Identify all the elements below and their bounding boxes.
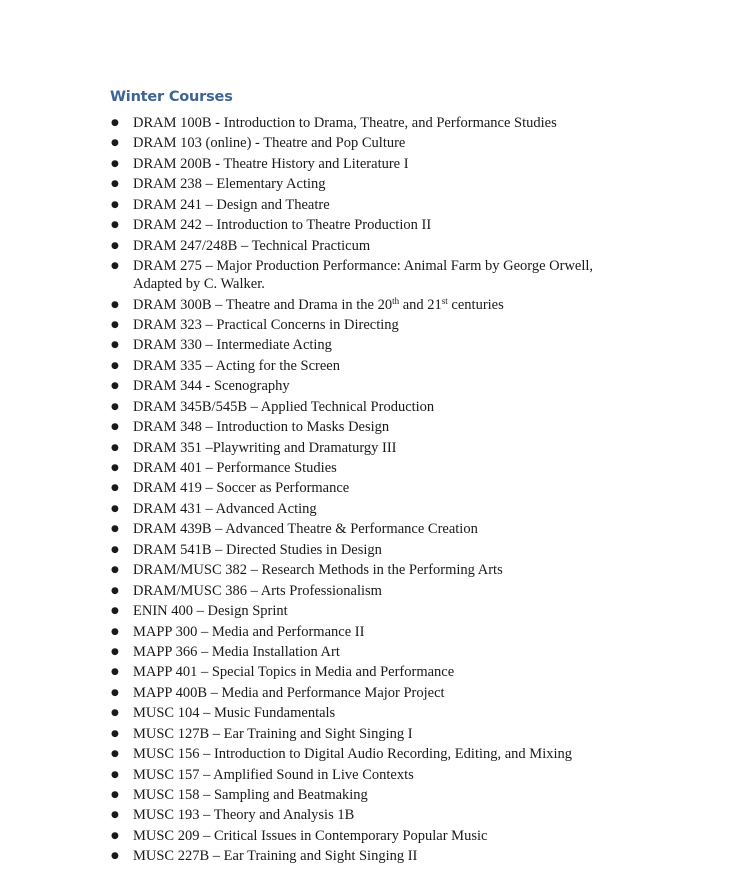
- course-text-segment: ENIN 400 – Design Sprint: [133, 603, 288, 620]
- course-text-segment: DRAM 238 – Elementary Acting: [133, 176, 326, 193]
- course-text-segment: DRAM 439B – Advanced Theatre & Performance Creation: [133, 521, 478, 538]
- course-text: [133, 541, 603, 559]
- course-text: [133, 663, 603, 681]
- course-list-item: [0, 357, 603, 375]
- course-text: [133, 766, 603, 784]
- bullet-icon: ●: [111, 851, 119, 862]
- bullet-icon: ●: [111, 687, 119, 698]
- course-text: [133, 398, 603, 416]
- bullet-icon: ●: [111, 503, 119, 514]
- course-text: [133, 602, 603, 620]
- course-text: [133, 827, 603, 845]
- bullet-icon: ●: [111, 422, 119, 433]
- course-text: [133, 134, 603, 152]
- bullet-icon: ●: [111, 360, 119, 371]
- course-list-item: [0, 806, 603, 824]
- course-text: [133, 806, 603, 824]
- course-text-segment: DRAM 241 – Design and Theatre: [133, 196, 330, 213]
- course-list-item: [0, 745, 603, 763]
- bullet-icon: ●: [111, 646, 119, 657]
- course-text-segment: MUSC 209 – Critical Issues in Contemporary Popular Music: [133, 827, 488, 844]
- course-list-item: [0, 704, 603, 722]
- course-text: [133, 623, 603, 641]
- course-list-item: [0, 520, 603, 538]
- course-text: [133, 500, 603, 518]
- course-text-segment: DRAM 335 – Acting for the Screen: [133, 357, 340, 374]
- course-list-item: [0, 316, 603, 334]
- course-list-item: [0, 725, 603, 743]
- course-text-segment: MAPP 401 – Special Topics in Media and Performance: [133, 664, 455, 681]
- course-text-segment: centuries: [447, 296, 504, 313]
- bullet-icon: ●: [111, 179, 119, 190]
- course-text-segment: DRAM 200B - Theatre History and Literature I: [133, 155, 409, 172]
- bullet-icon: ●: [111, 810, 119, 821]
- bullet-icon: ●: [111, 463, 119, 473]
- course-text: [133, 786, 603, 804]
- course-text-segment: DRAM 344 - Scenography: [133, 378, 290, 395]
- course-text: [133, 316, 603, 334]
- bullet-icon: ●: [111, 340, 119, 351]
- course-list-item: [0, 216, 603, 234]
- course-text: [133, 643, 603, 661]
- course-text: [133, 704, 603, 722]
- superscript: th: [392, 295, 400, 306]
- course-list-item: [0, 766, 603, 784]
- bullet-icon: ●: [111, 261, 119, 272]
- bullet-icon: ●: [111, 565, 119, 576]
- bullet-icon: ●: [111, 118, 119, 128]
- bullet-icon: ●: [111, 240, 119, 251]
- bullet-icon: ●: [111, 606, 119, 617]
- bullet-icon: ●: [111, 138, 119, 149]
- course-text: [133, 725, 603, 743]
- course-text: [133, 216, 603, 234]
- course-list-item: [0, 459, 603, 477]
- course-text-segment: DRAM 242 – Introduction to Theatre Production II: [133, 217, 432, 234]
- course-list-item: [0, 847, 603, 865]
- course-text-segment: MUSC 156 – Introduction to Digital Audio Recording, Editing, and Mixing: [133, 746, 573, 763]
- course-text-segment: DRAM 100B - Introduction to Drama, Theatre, and Performance Studies: [133, 115, 557, 131]
- course-text-segment: and 21: [399, 296, 442, 313]
- course-list-item: [0, 684, 603, 702]
- course-text-segment: MUSC 193 – Theory and Analysis 1B: [133, 807, 355, 824]
- course-text: [133, 237, 603, 255]
- course-list-item: [0, 827, 603, 845]
- course-list-item: [0, 623, 603, 641]
- course-text-segment: DRAM 431 – Advanced Acting: [133, 500, 317, 517]
- course-list: [0, 114, 750, 868]
- course-text: [133, 479, 603, 497]
- course-text: [133, 582, 603, 600]
- course-list-item: [0, 439, 603, 457]
- course-text-segment: MAPP 366 – Media Installation Art: [133, 643, 340, 660]
- course-text: [133, 257, 603, 293]
- course-text-segment: DRAM 348 – Introduction to Masks Design: [133, 419, 390, 436]
- bullet-icon: ●: [111, 667, 119, 678]
- course-text-segment: MUSC 127B – Ear Training and Sight Singing I: [133, 725, 413, 742]
- course-list-item: [0, 561, 603, 579]
- bullet-icon: ●: [111, 442, 119, 453]
- course-text-segment: DRAM 103 (online) - Theatre and Pop Culture: [133, 135, 406, 152]
- course-list-item: [0, 134, 603, 152]
- bullet-icon: ●: [111, 585, 119, 596]
- bullet-icon: ●: [111, 749, 119, 760]
- course-list-item: [0, 175, 603, 193]
- course-text: [133, 155, 603, 173]
- course-list-item: [0, 786, 603, 804]
- course-text-segment: DRAM/MUSC 386 – Arts Professionalism: [133, 582, 382, 599]
- course-text-segment: DRAM/MUSC 382 – Research Methods in the Performing Arts: [133, 562, 503, 579]
- course-text-segment: DRAM 345B/545B – Applied Technical Production: [133, 398, 435, 415]
- bullet-icon: ●: [111, 769, 119, 780]
- course-text: [133, 684, 603, 702]
- course-list-item: [0, 377, 603, 395]
- course-text-segment: DRAM 351 –Playwriting and Dramaturgy III: [133, 439, 397, 456]
- course-text-segment: MUSC 104 – Music Fundamentals: [133, 705, 336, 722]
- bullet-icon: ●: [111, 626, 119, 637]
- bullet-icon: ●: [111, 544, 119, 555]
- course-text: [133, 377, 603, 395]
- course-text-segment: DRAM 247/248B – Technical Practicum: [133, 237, 371, 254]
- bullet-icon: ●: [111, 830, 119, 841]
- course-list-item: [0, 541, 603, 559]
- course-list-item: [0, 155, 603, 173]
- course-list-item: [0, 257, 603, 293]
- course-text: [133, 520, 603, 538]
- course-text-segment: MUSC 157 – Amplified Sound in Live Contexts: [133, 766, 414, 783]
- course-text: [133, 296, 603, 314]
- course-text-segment: DRAM 419 – Soccer as Performance: [133, 480, 350, 497]
- bullet-icon: ●: [111, 299, 119, 310]
- course-list-item: [0, 500, 603, 518]
- bullet-icon: ●: [111, 158, 119, 169]
- course-text-segment: DRAM 541B – Directed Studies in Design: [133, 541, 382, 558]
- bullet-icon: ●: [111, 319, 119, 330]
- course-list-item: [0, 418, 603, 436]
- course-text-segment: MUSC 158 – Sampling and Beatmaking: [133, 787, 368, 803]
- bullet-icon: ●: [111, 524, 119, 535]
- course-list-item: [0, 643, 603, 661]
- bullet-icon: ●: [111, 199, 119, 210]
- course-text-segment: DRAM 330 – Intermediate Acting: [133, 337, 332, 354]
- course-text-segment: DRAM 401 – Performance Studies: [133, 460, 337, 476]
- course-list-item: [0, 196, 603, 214]
- course-text-segment: DRAM 300B – Theatre and Drama in the 20: [133, 296, 393, 313]
- course-text: [133, 114, 603, 132]
- course-text: [133, 196, 603, 214]
- superscript: st: [441, 295, 448, 306]
- bullet-icon: ●: [111, 381, 119, 392]
- course-text-segment: MAPP 300 – Media and Performance II: [133, 623, 365, 640]
- course-text: [133, 847, 603, 865]
- course-list-item: [0, 237, 603, 255]
- course-text: [133, 418, 603, 436]
- course-text: [133, 439, 603, 457]
- course-list-item: [0, 582, 603, 600]
- bullet-icon: ●: [111, 401, 119, 412]
- course-text-segment: MUSC 227B – Ear Training and Sight Singing II: [133, 848, 418, 865]
- course-text-segment: DRAM 275 – Major Production Performance: Animal Farm by George Orwell, Adapted by C. Walker.: [133, 258, 594, 293]
- course-list-item: [0, 296, 603, 314]
- course-list-item: [0, 114, 603, 132]
- bullet-icon: ●: [111, 483, 119, 494]
- course-text: [133, 459, 603, 477]
- course-list-item: [0, 336, 603, 354]
- course-text: [133, 561, 603, 579]
- bullet-icon: ●: [111, 708, 119, 719]
- course-list-item: [0, 398, 603, 416]
- course-text: [133, 336, 603, 354]
- course-text: [133, 357, 603, 375]
- course-text-segment: MAPP 400B – Media and Performance Major Project: [133, 684, 445, 701]
- bullet-icon: ●: [111, 790, 119, 800]
- bullet-icon: ●: [111, 728, 119, 739]
- course-text: [133, 175, 603, 193]
- section-heading: Winter Courses: [110, 89, 233, 105]
- bullet-icon: ●: [111, 220, 119, 231]
- course-list-item: [0, 663, 603, 681]
- course-list-item: [0, 479, 603, 497]
- course-list-item: [0, 602, 603, 620]
- course-text: [133, 745, 603, 763]
- course-text-segment: DRAM 323 – Practical Concerns in Directing: [133, 316, 399, 333]
